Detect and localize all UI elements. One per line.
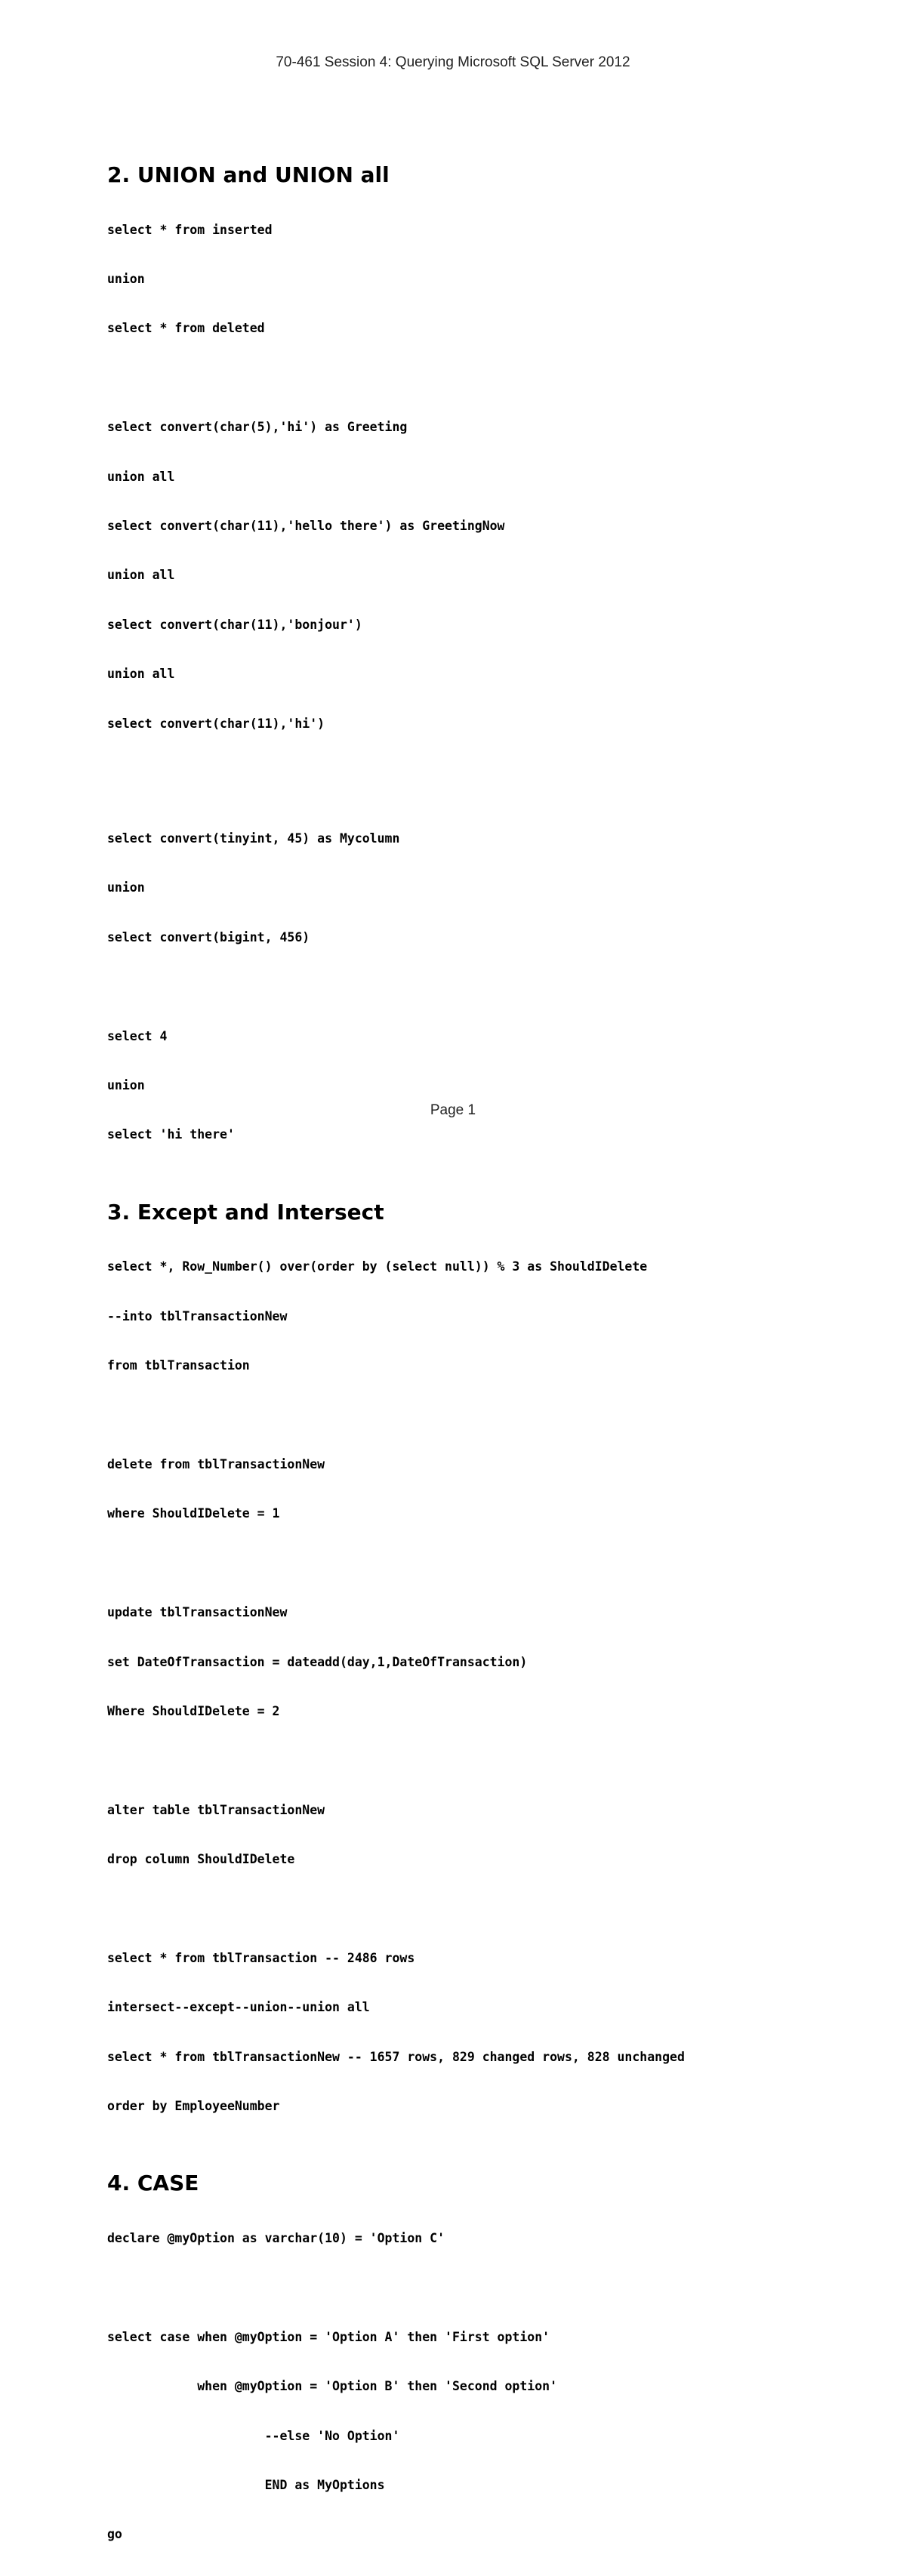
code-line: select *, Row_Number() over(order by (select null)) % 3 as ShouldIDelete bbox=[107, 1259, 648, 1274]
section-heading-except-intersect: 3. Except and Intersect bbox=[107, 1199, 384, 1225]
code-line: select * from tblTransaction -- 2486 rows bbox=[107, 1950, 415, 1965]
code-line: select convert(char(5),'hi') as Greeting bbox=[107, 420, 408, 435]
code-line: union bbox=[107, 271, 145, 286]
code-line: declare @myOption as varchar(10) = 'Option C' bbox=[107, 2231, 445, 2246]
code-line: when @myOption = 'Option B' then 'Second option' bbox=[107, 2379, 558, 2394]
code-block-union-3 bbox=[107, 797, 862, 978]
code-line: select * from tblTransactionNew -- 1657 rows, 829 changed rows, 828 unchanged bbox=[107, 2049, 685, 2064]
code-line: alter table tblTransactionNew bbox=[107, 1802, 325, 1817]
code-line: order by EmployeeNumber bbox=[107, 2099, 280, 2114]
code-line: select * from deleted bbox=[107, 321, 265, 336]
code-line: select convert(char(11),'bonjour') bbox=[107, 617, 362, 632]
page-number: Page 1 bbox=[430, 1102, 476, 1118]
section-heading-union: 2. UNION and UNION all bbox=[107, 162, 390, 187]
code-line: drop column ShouldIDelete bbox=[107, 1852, 295, 1867]
code-line: select * from inserted bbox=[107, 222, 273, 237]
code-line: intersect--except--union--union all bbox=[107, 2000, 370, 2015]
section-heading-case: 4. CASE bbox=[107, 2171, 199, 2196]
code-line: delete from tblTransactionNew bbox=[107, 1456, 325, 1471]
code-block-union-4 bbox=[107, 995, 862, 1176]
page-header-title: 70-461 Session 4: Querying Microsoft SQL Server 2012 bbox=[276, 54, 630, 70]
code-line: set DateOfTransaction = dateadd(day,1,DateOfTransaction) bbox=[107, 1654, 528, 1669]
code-line: update tblTransactionNew bbox=[107, 1605, 288, 1620]
code-line: union bbox=[107, 880, 145, 895]
code-line: END as MyOptions bbox=[107, 2477, 385, 2492]
code-line: select 4 bbox=[107, 1028, 168, 1043]
code-block-except-4 bbox=[107, 1769, 862, 1900]
code-line: --into tblTransactionNew bbox=[107, 1308, 288, 1323]
code-line: union bbox=[107, 1078, 145, 1093]
code-block-except-3 bbox=[107, 1572, 862, 1753]
code-block-union-2 bbox=[107, 387, 862, 765]
code-line: select case when @myOption = 'Option A' then 'First option' bbox=[107, 2329, 550, 2344]
code-line: select convert(char(11),'hello there') as GreetingNow bbox=[107, 518, 505, 533]
code-block-except-5 bbox=[107, 1917, 862, 2147]
code-line: select convert(tinyint, 45) as Mycolumn bbox=[107, 831, 400, 846]
code-line: union all bbox=[107, 568, 175, 583]
code-line: select convert(char(11),'hi') bbox=[107, 716, 325, 731]
code-line: Where ShouldIDelete = 2 bbox=[107, 1703, 280, 1718]
code-block-case-1 bbox=[107, 2197, 862, 2279]
code-block-except-1 bbox=[107, 1226, 862, 1407]
code-block-except-2 bbox=[107, 1423, 862, 1555]
code-line: select convert(bigint, 456) bbox=[107, 929, 310, 944]
code-line: union all bbox=[107, 667, 175, 682]
code-line: --else 'No Option' bbox=[107, 2428, 400, 2443]
code-line: where ShouldIDelete = 1 bbox=[107, 1506, 280, 1521]
code-line: go bbox=[107, 2527, 122, 2542]
code-block-union-1 bbox=[107, 189, 862, 370]
code-block-case-2 bbox=[107, 2296, 862, 2576]
code-line: select 'hi there' bbox=[107, 1127, 235, 1142]
code-line: from tblTransaction bbox=[107, 1358, 250, 1373]
code-line: union all bbox=[107, 469, 175, 484]
document-body bbox=[107, 162, 862, 2576]
